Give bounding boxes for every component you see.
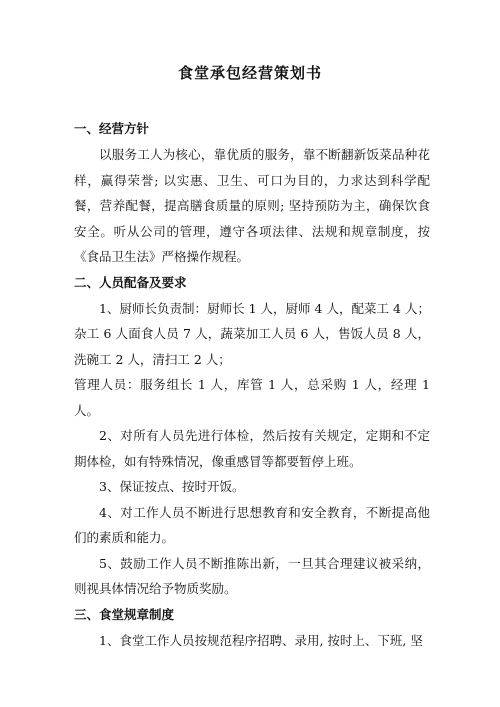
paragraph: 4、对工作人员不断进行思想教育和安全教育，不断提高他们的素质和能力。 <box>74 504 430 545</box>
section-staffing <box>74 270 430 602</box>
section-operating-policy <box>74 116 430 270</box>
section-canteen-rules <box>74 602 430 654</box>
paragraph: 以服务工人为核心，靠优质的服务，靠不断翻新饭菜品种花样，赢得荣誉; 以实惠、卫生、可口为目的，力求达到科学配餐，营养配餐，提高膳食质量的原则; 坚持预防为主，确保饮食安全。听从公司的管理，遵守各项法律、法规和规章制度，按《食品卫生法》严格操作规程。 <box>74 147 430 264</box>
paragraph: 1、厨师长负责制：厨师长 1 人，厨师 4 人，配菜工 4 人；杂工 6 人面食人员 7 人，蔬菜加工人员 6 人，售饭人员 8 人，洗碗工 2 人，清扫工 2 人； <box>74 300 430 367</box>
section-heading: 二、人员配备及要求 <box>74 274 187 290</box>
section-heading: 一、经营方针 <box>74 121 150 136</box>
paragraph: 管理人员：服务组长 1 人，库管 1 人，总采购 1 人，经理 1 人。 <box>74 377 430 418</box>
paragraph: 5、鼓励工作人员不断推陈出新，一旦其合理建议被采纳，则视具体情况给予物质奖励。 <box>74 555 430 596</box>
document-body <box>74 116 430 653</box>
paragraph: 1、食堂工作人员按规范程序招聘、录用, 按时上、下班, 坚 <box>99 632 423 648</box>
document-title: 食堂承包经营策划书 <box>177 64 322 82</box>
section-heading: 三、食堂规章制度 <box>74 606 175 622</box>
paragraph: 3、保证按点、按时开饭。 <box>99 479 245 494</box>
paragraph: 2、对所有人员先进行体检，然后按有关规定，定期和不定期体检，如有特殊情况，像重感冒等都要暂停上班。 <box>74 428 430 469</box>
